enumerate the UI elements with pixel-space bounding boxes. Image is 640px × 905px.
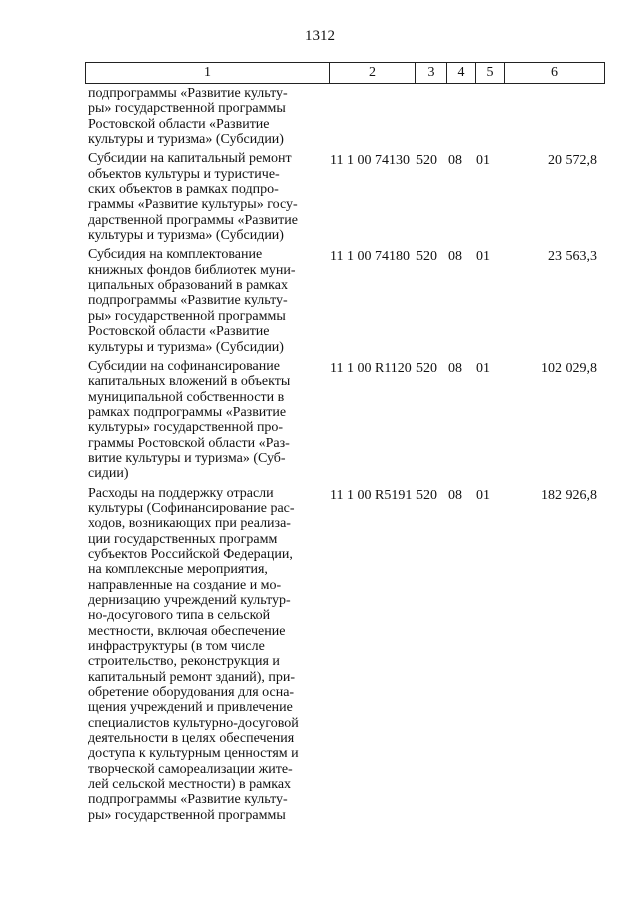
table-row	[0, 247, 640, 354]
column-header-table	[85, 62, 605, 84]
column-header-6: 6	[505, 63, 605, 84]
row-section: 08	[448, 249, 462, 265]
row-subsection: 01	[476, 153, 490, 169]
table-row	[0, 359, 640, 482]
column-header-2: 2	[330, 63, 416, 84]
row-subsection: 01	[476, 487, 490, 503]
row-description: Субсидии на софинансирование капитальных вложений в объекты муниципальной собственности в рамках подпрограммы «Развитие культуры» государственной про- граммы Ростовской области «Раз- витие культуры и туризма» (Суб- сидии)	[88, 358, 291, 482]
row-expense-type: 520	[416, 487, 437, 503]
row-amount: 20 572,8	[548, 153, 597, 169]
table-row	[0, 86, 640, 147]
row-expense-type: 520	[416, 360, 437, 376]
row-amount: 182 926,8	[541, 487, 597, 503]
page-number: 1312	[305, 28, 335, 44]
row-description: Субсидия на комплектование книжных фондов библиотек муни- ципальных образований в рамках подпрограммы «Развитие культу- ры» государственной программы Ростовской области «Развитие культуры и туризма» (Субсидии)	[88, 247, 296, 355]
row-description: Субсидии на капитальный ремонт объектов культуры и туристиче- ских объектов в рамках подпро- граммы «Развитие культуры» госу- дарственной программы «Развитие культуры и туризма» (Субсидии)	[88, 151, 298, 244]
row-description: подпрограммы «Развитие культу- ры» государственной программы Ростовской области «Развитие культуры и туризма» (Субсидии)	[88, 86, 288, 148]
column-header-row	[86, 63, 605, 84]
table-row	[0, 151, 640, 243]
row-section: 08	[448, 153, 462, 169]
row-amount: 102 029,8	[541, 360, 597, 376]
row-section: 08	[448, 487, 462, 503]
row-expense-type: 520	[416, 153, 437, 169]
row-code: 11 1 00 74180	[330, 249, 410, 265]
column-header-3: 3	[416, 63, 447, 84]
column-header-1: 1	[86, 63, 330, 84]
row-description: Расходы на поддержку отрасли культуры (Софинансирование рас- ходов, возникающих при реализа- ции государственных программ субъектов Российской Федерации, на комплексные мероприятия, направленные на создание и мо- дернизацию учреждений культур- но-досугового типа в сельской местности, включая обеспечение инфраструктуры (в том числе строительство, реконструкция и капитальный ремонт зданий), при- обретение оборудования для осна- щения учреждений и привлечение специалистов культурно-досуговой деятельности в целях обеспечения доступа к культурным ценностям и творческой самореализации жите- лей сельской местности) в рамках подпрограммы «Развитие культу- ры» государственной программы	[88, 485, 299, 823]
row-code: 11 1 00 R1120	[330, 360, 412, 376]
column-header-5: 5	[476, 63, 505, 84]
column-header-4: 4	[447, 63, 476, 84]
table-body	[0, 86, 640, 827]
row-amount: 23 563,3	[548, 249, 597, 265]
table-row	[0, 486, 640, 824]
row-section: 08	[448, 360, 462, 376]
row-code: 11 1 00 R5191	[330, 487, 413, 503]
row-subsection: 01	[476, 249, 490, 265]
row-code: 11 1 00 74130	[330, 153, 410, 169]
row-expense-type: 520	[416, 249, 437, 265]
row-subsection: 01	[476, 360, 490, 376]
